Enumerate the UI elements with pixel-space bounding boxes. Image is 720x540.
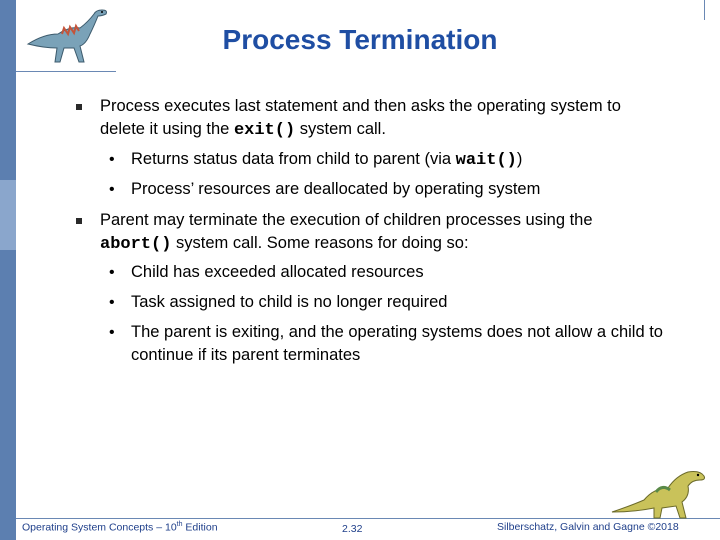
text-run: The parent is exiting, and the operating systems does not allow a child to continue if its parent terminates [131, 323, 663, 364]
footer-left: Operating System Concepts – 10th Edition [22, 521, 218, 534]
round-bullet-icon: • [109, 294, 115, 311]
bullet-item [100, 209, 660, 256]
sub-bullet-item [109, 178, 671, 201]
round-bullet-icon: • [109, 264, 115, 281]
text-run: Task assigned to child is no longer required [131, 293, 448, 311]
text-run: Child has exceeded allocated resources [131, 263, 424, 281]
bullet-item [100, 95, 660, 142]
sub-bullet-item [109, 321, 671, 367]
code-snippet: exit() [233, 121, 296, 140]
text-run: Returns status data from child to parent (via [131, 150, 456, 168]
text-run: Process executes last statement and then asks the operating system to delete it using the [100, 97, 621, 138]
text-run: Process’ resources are deallocated by operating system [131, 180, 541, 198]
sub-bullet-item [109, 148, 671, 172]
footer-page-number: 2.32 [342, 523, 363, 535]
round-bullet-icon: • [109, 181, 115, 198]
square-bullet-icon [76, 218, 82, 224]
round-bullet-icon: • [109, 151, 115, 168]
round-bullet-icon: • [109, 324, 115, 341]
dinosaur-logo-bottom-icon [610, 462, 710, 522]
left-accent-bar [0, 0, 16, 540]
text-run: system call. Some reasons for doing so: [171, 234, 469, 252]
top-divider [16, 71, 116, 72]
footer-right: Silberschatz, Galvin and Gagne ©2018 [497, 521, 679, 533]
slide-title: Process Termination [222, 24, 498, 55]
sub-bullet-item [109, 261, 671, 284]
sub-bullet-item [109, 291, 671, 314]
square-bullet-icon [76, 104, 82, 110]
text-run: Parent may terminate the execution of children processes using the [100, 211, 593, 229]
text-run: ) [516, 150, 523, 168]
corner-divider [704, 0, 705, 20]
text-run: system call. [295, 120, 386, 138]
code-snippet: wait() [455, 151, 517, 170]
code-snippet: abort() [100, 235, 172, 254]
